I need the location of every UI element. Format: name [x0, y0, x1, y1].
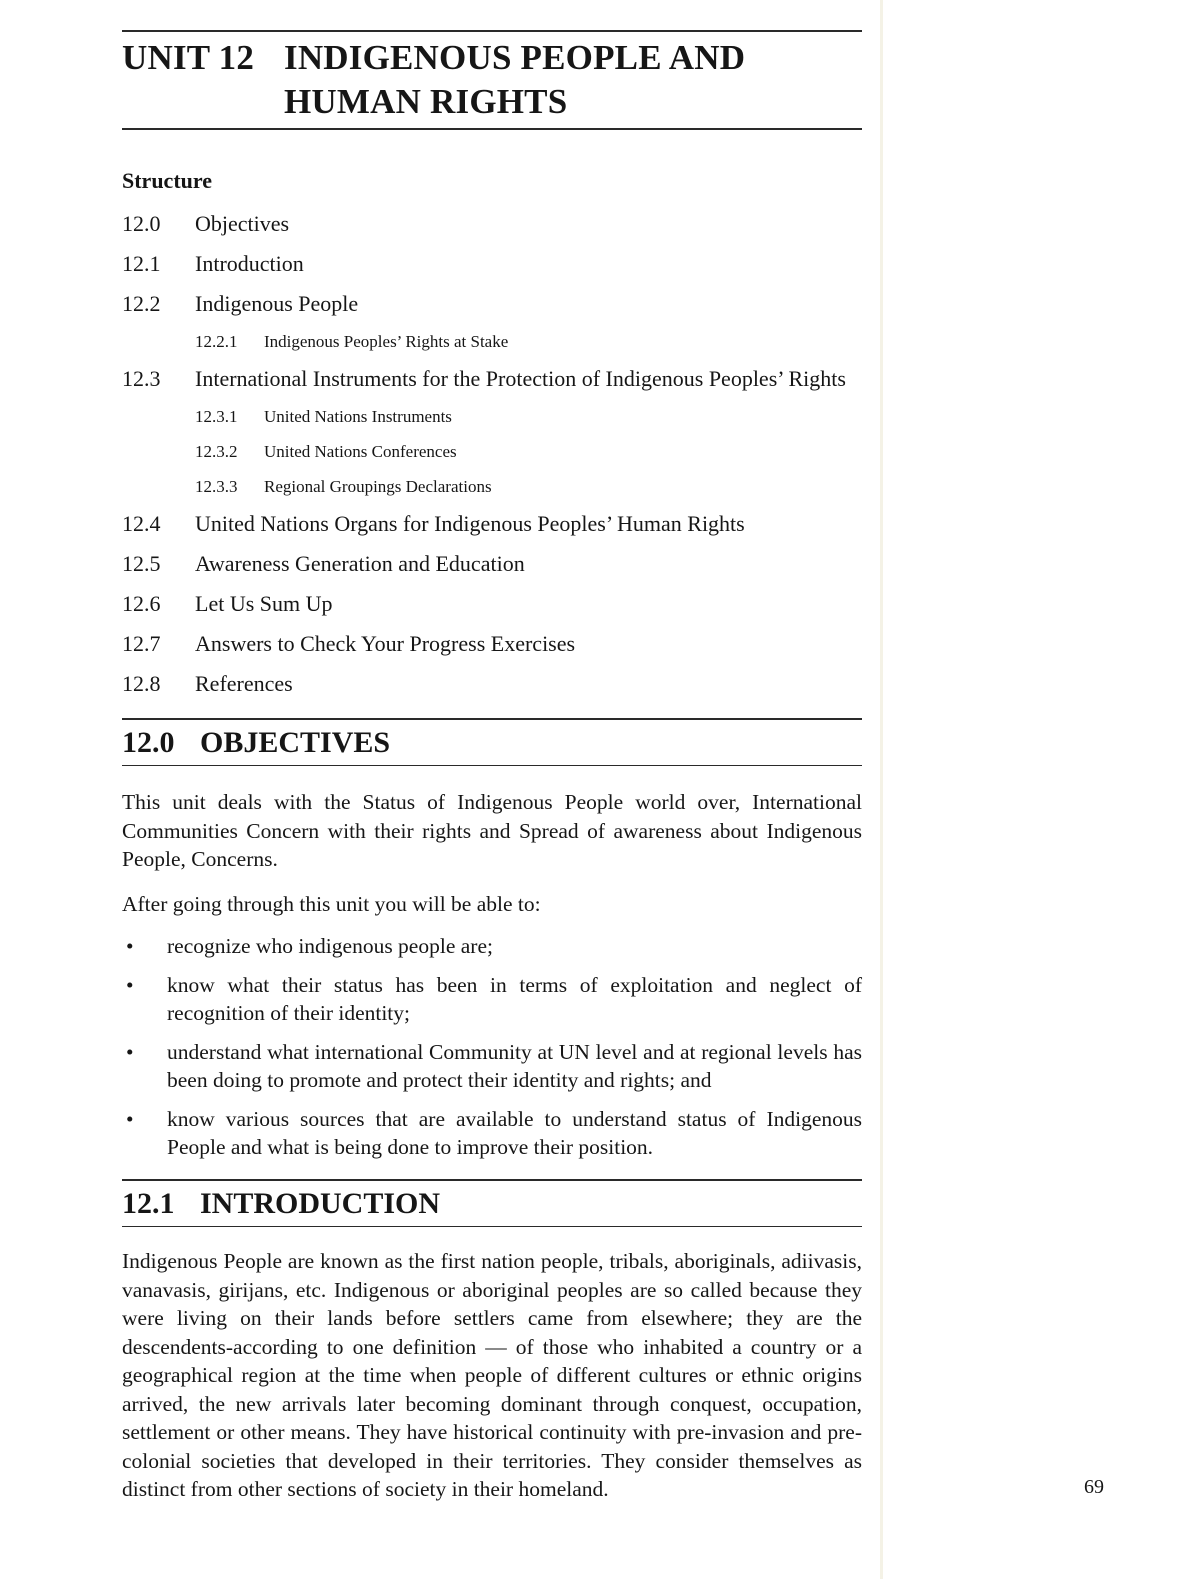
structure-item [122, 399, 862, 434]
introduction-heading [122, 1181, 862, 1226]
structure-item-number: 12.6 [122, 591, 161, 616]
structure-item-number: 12.0 [122, 211, 161, 236]
bullet-text: know what their status has been in terms of exploitation and neglect of recognition of their identity; [167, 973, 862, 1025]
list-item [122, 1105, 862, 1161]
objectives-bullet-list [122, 932, 862, 1161]
structure-item-text: United Nations Organs for Indigenous Peoples’ Human Rights [195, 511, 745, 536]
introduction-section [122, 1179, 862, 1504]
structure-item-number: 12.5 [122, 551, 161, 576]
structure-item-number: 12.2 [122, 291, 161, 316]
structure-item-number: 12.3.1 [195, 407, 238, 426]
structure-item [122, 284, 862, 324]
structure-item-number: 12.1 [122, 251, 161, 276]
section-title: INTRODUCTION [200, 1187, 441, 1220]
structure-item [122, 624, 862, 664]
section-number: 12.1 [122, 1187, 175, 1220]
structure-item-number: 12.2.1 [195, 332, 238, 351]
bullet-text: understand what international Community at UN level and at regional levels has been doing to promote and protect their identity and rights; and [167, 1040, 862, 1092]
structure-item [122, 244, 862, 284]
list-item [122, 932, 862, 960]
structure-item-text: Objectives [195, 211, 290, 236]
unit-heading [122, 32, 862, 128]
list-item [122, 971, 862, 1027]
bullet-icon: • [126, 934, 134, 958]
structure-item [122, 469, 862, 504]
objectives-section [122, 718, 862, 1161]
structure-item-text: Awareness Generation and Education [195, 551, 525, 576]
structure-item-text: Answers to Check Your Progress Exercises [195, 631, 576, 656]
structure-item-text: References [195, 671, 293, 696]
structure-item-text: International Instruments for the Protection of Indigenous Peoples’ Rights [195, 366, 846, 391]
introduction-paragraph: Indigenous People are known as the first nation people, tribals, aboriginals, adiivasis, vanavasis, girijans, etc. Indigenous or aboriginal peoples are so called because they were living on their lands before settlers came from elsewhere; they are the descendents-according to one definition — of those who inhabited a country or a geographical region at the time when people of different cultures or ethnic origins arrived, the new arrivals later becoming dominant through conquest, occupation, settlement or other means. They have historical continuity with pre-invasion and pre-colonial societies that developed in their territories. They consider themselves as distinct from other sections of society in their homeland. [122, 1249, 862, 1501]
bullet-text: know various sources that are available to understand status of Indigenous People and what is being done to improve their position. [167, 1107, 862, 1159]
objectives-lead: After going through this unit you will be able to: [122, 891, 541, 916]
structure-item [122, 504, 862, 544]
structure-item [122, 324, 862, 359]
title-rule [122, 128, 862, 130]
structure-item-number: 12.8 [122, 671, 161, 696]
bullet-icon: • [126, 1040, 134, 1064]
structure-item [122, 359, 862, 399]
structure-item-text: Indigenous Peoples’ Rights at Stake [264, 332, 509, 351]
unit-title: INDIGENOUS PEOPLE AND HUMAN RIGHTS [284, 38, 746, 121]
structure-item-number: 12.3.3 [195, 477, 238, 496]
section-rule [122, 1226, 862, 1227]
page-margin-line [880, 0, 883, 1579]
structure-item [122, 544, 862, 584]
structure-item-text: United Nations Instruments [264, 407, 452, 426]
page-content [122, 30, 862, 1504]
structure-item [122, 664, 862, 704]
structure-item [122, 204, 862, 244]
structure-item-number: 12.3.2 [195, 442, 238, 461]
structure-item [122, 434, 862, 469]
structure-item-number: 12.4 [122, 511, 161, 536]
structure-label: Structure [122, 168, 213, 193]
page-number: 69 [1084, 1476, 1104, 1498]
structure-item-text: Let Us Sum Up [195, 591, 333, 616]
objectives-intro: This unit deals with the Status of Indigenous People world over, International Communities Concern with their rights and Spread of awareness about Indigenous People, Concerns. [122, 790, 862, 871]
section-rule [122, 765, 862, 766]
structure-item-text: Regional Groupings Declarations [264, 477, 492, 496]
structure-item-text: United Nations Conferences [264, 442, 457, 461]
section-title: OBJECTIVES [200, 726, 391, 759]
objectives-heading [122, 720, 862, 765]
unit-number: UNIT 12 [122, 38, 255, 77]
bullet-text: recognize who indigenous people are; [167, 934, 493, 958]
structure-item [122, 584, 862, 624]
structure-item-number: 12.3 [122, 366, 161, 391]
structure-item-text: Indigenous People [195, 291, 359, 316]
structure-item-number: 12.7 [122, 631, 161, 656]
structure-list [122, 204, 862, 704]
structure-item-text: Introduction [195, 251, 304, 276]
section-number: 12.0 [122, 726, 175, 759]
list-item [122, 1038, 862, 1094]
bullet-icon: • [126, 973, 134, 997]
bullet-icon: • [126, 1107, 134, 1131]
